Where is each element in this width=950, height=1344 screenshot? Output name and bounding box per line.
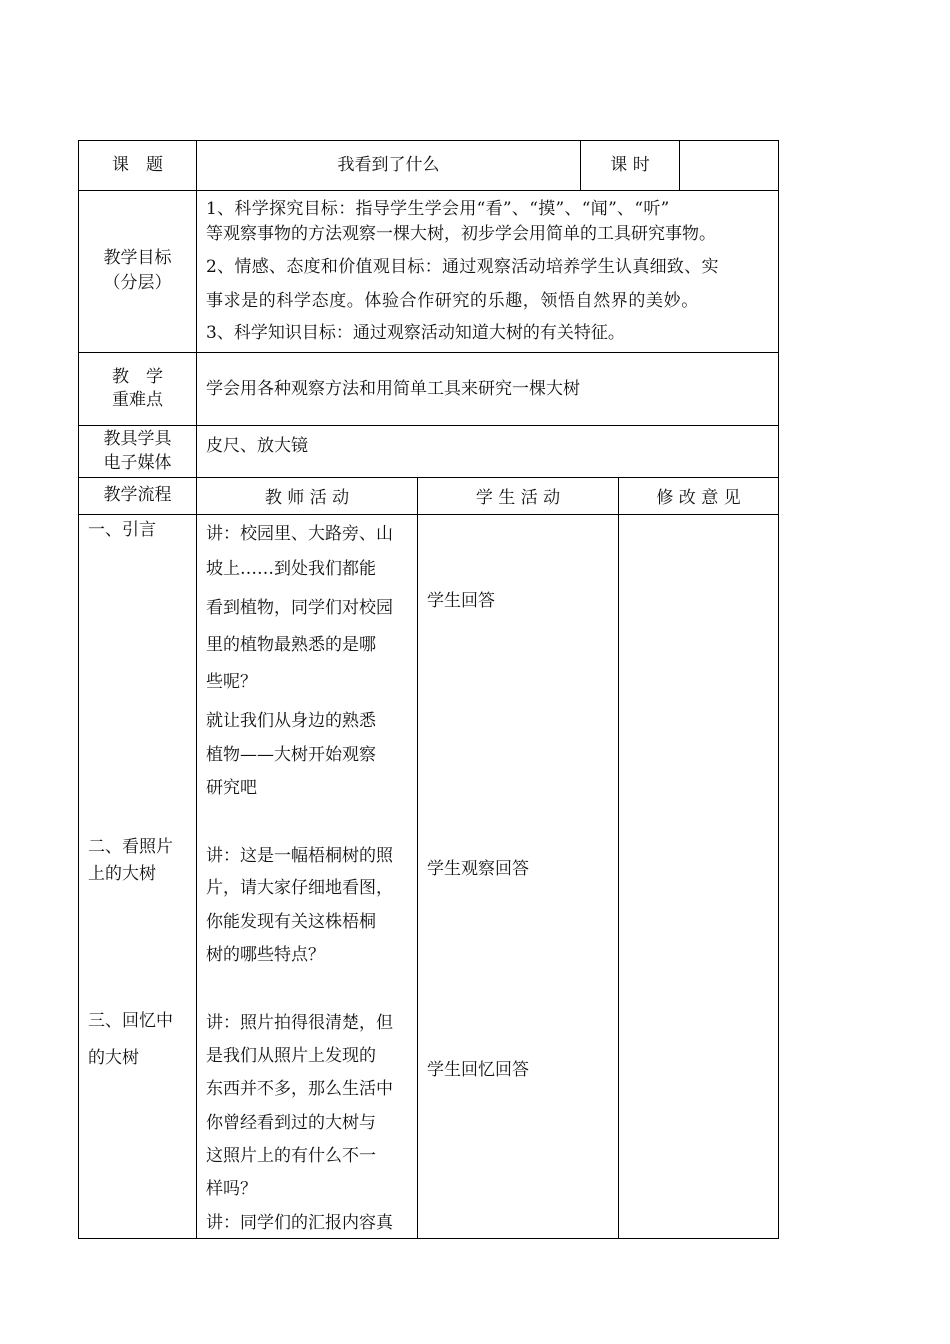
objective-line: 3、科学知识目标：通过观察活动知道大树的有关特征。 [206, 323, 625, 343]
teacher-line: 讲：同学们的汇报内容真 [206, 1213, 393, 1233]
objective-line: 等观察事物的方法观察一棵大树，初步学会用简单的工具研究事物。 [206, 224, 716, 244]
objectives-label-line1: 教学目标 [103, 248, 172, 268]
teacher-line: 看到植物，同学们对校园 [206, 598, 393, 618]
teacher-line: 坡上……到处我们都能 [206, 559, 376, 579]
key-points-value: 学会用各种观察方法和用简单工具来研究一棵大树 [206, 379, 580, 399]
teacher-line: 里的植物最熟悉的是哪 [206, 635, 376, 655]
objectives-label-line2: （分层） [103, 273, 172, 293]
topic-value: 我看到了什么 [337, 155, 440, 175]
flow-header: 教学流程 [103, 485, 172, 505]
stage-label: 上的大树 [88, 864, 156, 884]
key-points-label-line1: 教 学 [112, 367, 163, 387]
period-label: 课 时 [610, 155, 650, 175]
objective-line: 事求是的科学态度。体验合作研究的乐趣，领悟自然界的美妙。 [206, 291, 699, 311]
teacher-line: 样吗？ [206, 1179, 257, 1199]
topic-label: 课 题 [112, 155, 163, 175]
teacher-line: 讲：校园里、大路旁、山 [206, 524, 393, 544]
student-activity: 学生观察回答 [427, 859, 529, 879]
teacher-line: 植物——大树开始观察 [206, 745, 376, 765]
teacher-header: 教 师 活 动 [264, 488, 350, 508]
stage-label: 一、引言 [88, 520, 156, 540]
objective-line: 2、情感、态度和价值观目标：通过观察活动培养学生认真细致、实 [206, 257, 719, 277]
revision-header: 修 改 意 见 [656, 488, 741, 508]
materials-value: 皮尺、放大镜 [206, 436, 308, 456]
teacher-line: 片，请大家仔细地看图， [206, 878, 393, 898]
teacher-line: 你能发现有关这株梧桐 [206, 912, 376, 932]
teacher-line: 是我们从照片上发现的 [206, 1046, 376, 1066]
student-header: 学 生 活 动 [475, 488, 561, 508]
student-activity: 学生回忆回答 [427, 1060, 529, 1080]
teacher-line: 研究吧 [206, 778, 257, 798]
teacher-line: 你曾经看到过的大树与 [206, 1113, 376, 1133]
teacher-line: 讲：这是一幅梧桐树的照 [206, 846, 393, 866]
objective-line: 1、科学探究目标：指导学生学会用“看”、“摸”、“闻”、“听” [206, 199, 670, 219]
teacher-line: 树的哪些特点？ [206, 945, 325, 965]
teacher-line: 就让我们从身边的熟悉 [206, 711, 376, 731]
teacher-line: 东西并不多，那么生活中 [206, 1079, 393, 1099]
stage-label: 的大树 [88, 1048, 139, 1068]
stage-label: 三、回忆中 [88, 1011, 173, 1031]
teacher-line: 这照片上的有什么不一 [206, 1146, 376, 1166]
student-activity: 学生回答 [427, 591, 495, 611]
teacher-line: 讲：照片拍得很清楚，但 [206, 1013, 393, 1033]
materials-label-line1: 教具学具 [103, 429, 172, 449]
stage-label: 二、看照片 [88, 837, 173, 857]
key-points-label-line2: 重难点 [112, 390, 163, 410]
teacher-line: 些呢？ [206, 672, 257, 692]
materials-label-line2: 电子媒体 [103, 453, 172, 473]
